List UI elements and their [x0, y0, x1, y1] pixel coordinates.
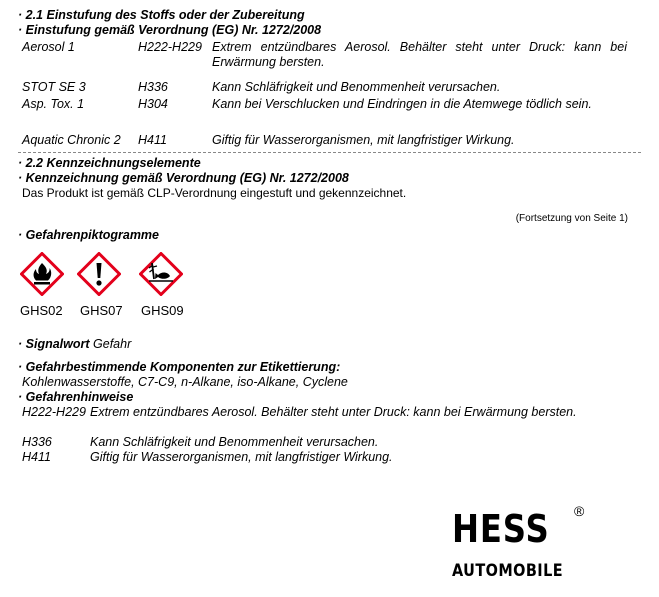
hazard-code: H336 — [138, 80, 168, 94]
hazard-statement-text: Kann Schläfrigkeit und Benommenheit verursachen. — [90, 435, 379, 449]
pictogram-label: GHS09 — [141, 303, 184, 318]
section-2-1-heading: · 2.1 Einstufung des Stoffs oder der Zubereitung — [18, 8, 305, 22]
registered-mark: ® — [574, 503, 585, 519]
classification-subheading: · Einstufung gemäß Verordnung (EG) Nr. 1272/2008 — [18, 23, 322, 37]
hazard-statement-code: H222-H229 — [22, 405, 86, 419]
pictograms-heading: · Gefahrenpiktogramme — [18, 228, 160, 242]
hazard-text: Kann bei Verschlucken und Eindringen in die Atemwege tödlich sein. — [212, 97, 592, 111]
pictogram-label: GHS02 — [20, 303, 63, 318]
hazard-code: H222-H229 — [138, 40, 202, 54]
class-name: STOT SE 3 — [22, 80, 86, 94]
class-name: Aerosol 1 — [22, 40, 75, 54]
hazard-statements-heading: · Gefahrenhinweise — [18, 390, 134, 404]
signal-word-label: · Signalwort — [18, 337, 90, 351]
hazard-statement-code: H336 — [22, 435, 52, 449]
section-divider — [18, 152, 641, 153]
hazard-statement-text: Extrem entzündbares Aerosol. Behälter steht unter Druck: kann bei Erwärmung bersten. — [90, 405, 577, 419]
hazard-statement-text: Giftig für Wasserorganismen, mit langfristiger Wirkung. — [90, 450, 393, 464]
hazard-text: Giftig für Wasserorganismen, mit langfristiger Wirkung. — [212, 133, 515, 147]
flame-icon — [20, 252, 64, 296]
automobile-logo-text: AUTOMOBILE — [452, 561, 564, 581]
exclamation-icon — [77, 252, 121, 296]
continuation-note: (Fortsetzung von Seite 1) — [515, 213, 628, 224]
pictogram-label: GHS07 — [80, 303, 123, 318]
section-2-2-heading: · 2.2 Kennzeichnungselemente — [18, 156, 201, 170]
class-name: Aquatic Chronic 2 — [22, 133, 121, 147]
hazard-statement-code: H411 — [22, 450, 51, 464]
components-heading: · Gefahrbestimmende Komponenten zur Etikettierung: — [18, 360, 341, 374]
hess-logo: HESS — [452, 507, 550, 551]
hazard-code: H411 — [138, 133, 167, 147]
labelling-subheading: · Kennzeichnung gemäß Verordnung (EG) Nr. 1272/2008 — [18, 171, 349, 185]
labelling-statement: Das Produkt ist gemäß CLP-Verordnung eingestuft und gekennzeichnet. — [22, 186, 407, 200]
components-text: Kohlenwasserstoffe, C7-C9, n-Alkane, iso-Alkane, Cyclene — [22, 375, 348, 389]
class-name: Asp. Tox. 1 — [22, 97, 85, 111]
environment-icon — [139, 252, 183, 296]
hazard-text: Extrem entzündbares Aerosol. Behälter steht unter Druck: kann bei Erwärmung bersten. — [212, 40, 627, 69]
signal-word-value: Gefahr — [93, 337, 132, 351]
signal-word — [18, 337, 131, 351]
hazard-text: Kann Schläfrigkeit und Benommenheit verursachen. — [212, 80, 501, 94]
hazard-code: H304 — [138, 97, 168, 111]
